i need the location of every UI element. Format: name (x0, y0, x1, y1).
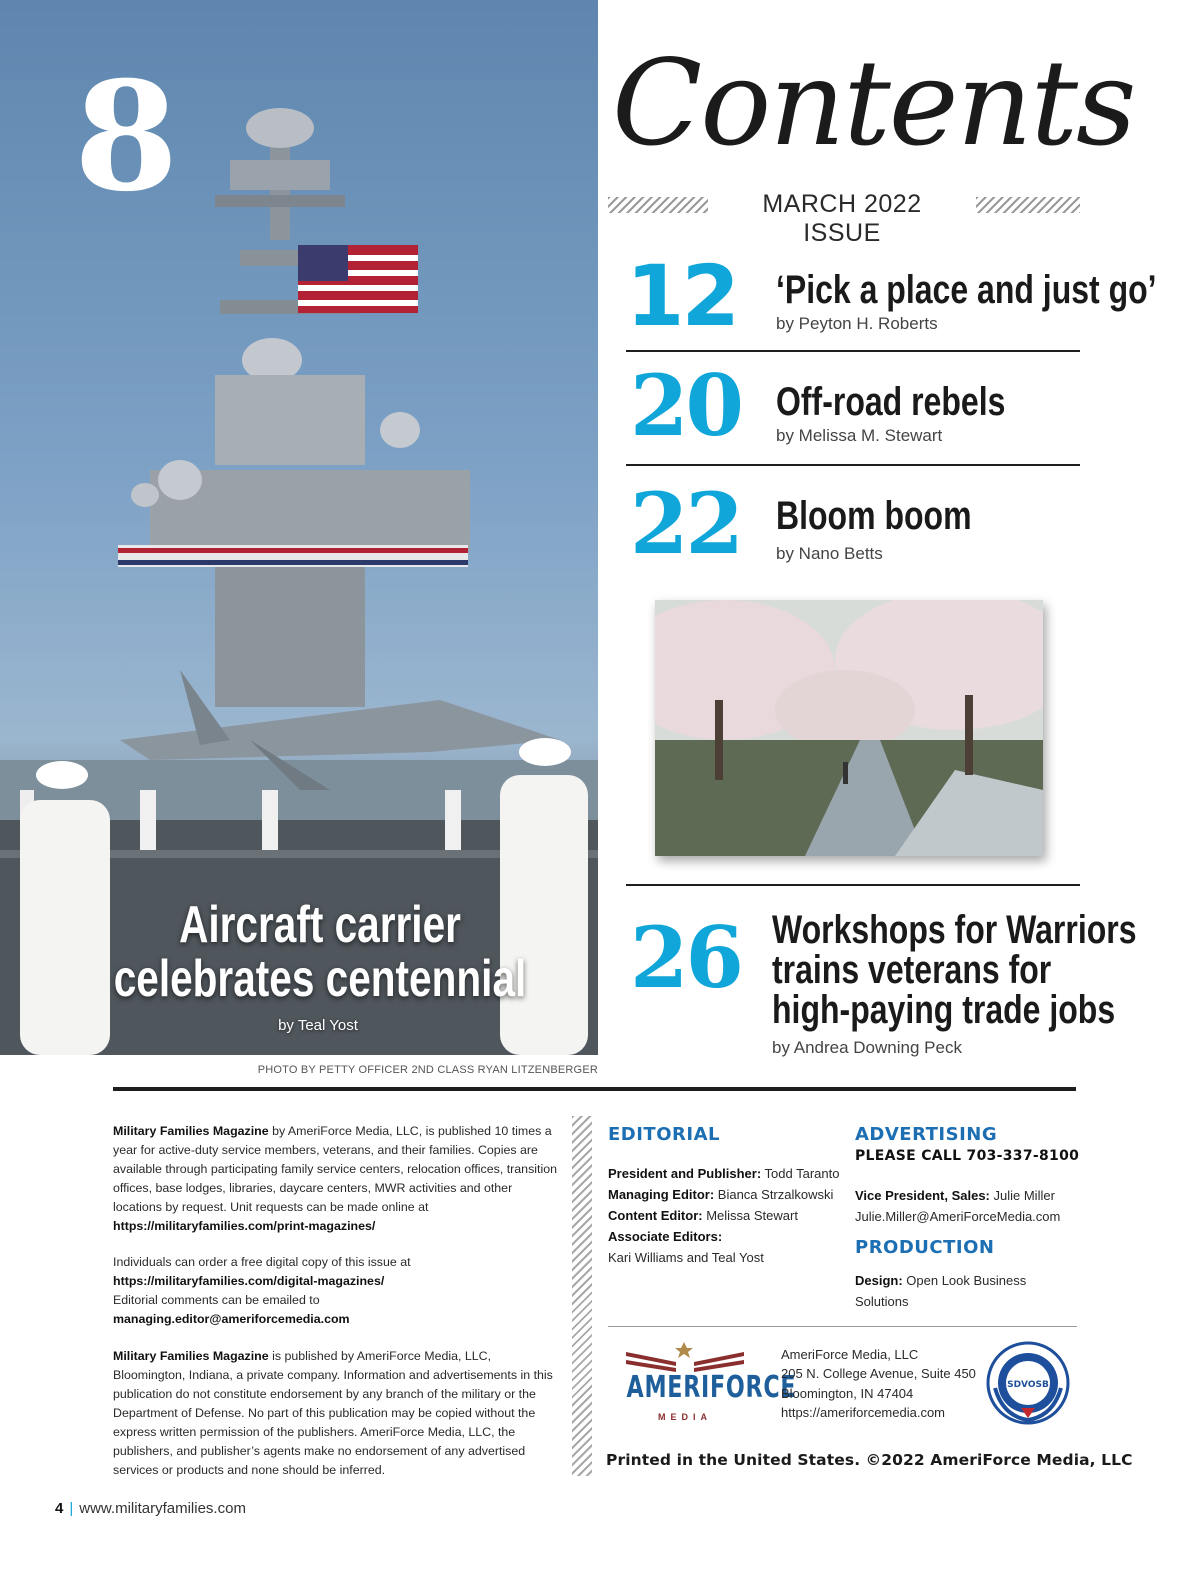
toc-author: by Andrea Downing Peck (772, 1038, 962, 1057)
digital-magazines-link[interactable]: https://militaryfamilies.com/digital-magazines/ (113, 1274, 385, 1289)
company-address (781, 1345, 976, 1423)
logo-wordmark: AMERIFORCE (626, 1370, 797, 1405)
footer-separator: | (69, 1500, 74, 1517)
staff-name: Todd Taranto (761, 1166, 840, 1181)
toc-title[interactable]: Bloom boom (776, 494, 972, 538)
staff-row (855, 1270, 1026, 1291)
cover-story-title-line: Aircraft carrier (179, 896, 461, 954)
staff-row: Solutions (855, 1294, 909, 1309)
masthead-text-span: Editorial comments can be emailed to (113, 1293, 320, 1308)
staff-role: Managing Editor: (608, 1187, 715, 1202)
ameriforce-logo[interactable] (606, 1340, 797, 1428)
staff-name: Julie Miller (989, 1188, 1055, 1203)
logo-subtitle: MEDIA (658, 1412, 712, 1422)
divider (608, 1326, 1077, 1327)
staff-row (608, 1205, 839, 1226)
company-name: AmeriForce Media, LLC (781, 1347, 919, 1362)
logo-stripes-icon (606, 1340, 764, 1374)
staff-name: Open Look Business (902, 1273, 1027, 1288)
divider (626, 464, 1080, 466)
production-heading: PRODUCTION (855, 1237, 995, 1258)
divider (626, 884, 1080, 886)
staff-row (608, 1226, 839, 1247)
masthead-text (113, 1122, 559, 1497)
advertising-heading: ADVERTISING (855, 1124, 998, 1145)
section-divider (113, 1087, 1076, 1091)
issue-row (608, 190, 1080, 247)
staff-role: Design: (855, 1273, 903, 1288)
cover-story-byline: by Teal Yost (278, 1017, 358, 1034)
staff-row (855, 1185, 1060, 1206)
hatch-decoration (572, 1116, 592, 1476)
masthead-text-span: by AmeriForce Media, LLC, is published 10 times a year for active-duty service members, veterans, and their families. Copies are available through participating family service centers, relocation offices, transition offices, base lodges, libraries, daycare centers, MWR activities and other locations by request. Unit requests can be made online at (113, 1124, 557, 1214)
seal-graphic (983, 1338, 1073, 1428)
seal-text: SDVOSB (1007, 1380, 1049, 1390)
editorial-heading: EDITORIAL (608, 1124, 720, 1145)
photo-credit: PHOTO BY PETTY OFFICER 2ND CLASS RYAN LITZENBERGER (257, 1064, 598, 1076)
cover-story-photo (0, 0, 598, 1055)
page-number: 4 (55, 1500, 64, 1517)
cover-story-title[interactable] (86, 898, 554, 1006)
editorial-staff (608, 1163, 839, 1268)
sdvosb-seal-icon (983, 1338, 1073, 1428)
editor-email-link[interactable]: managing.editor@ameriforcemedia.com (113, 1312, 350, 1327)
divider (626, 350, 1080, 352)
site-link[interactable]: www.militaryfamilies.com (79, 1500, 246, 1517)
hatch-decoration (608, 197, 708, 213)
cover-story-page-number[interactable]: 8 (74, 49, 175, 225)
page-footer (55, 1500, 246, 1517)
masthead-paragraph (113, 1347, 559, 1479)
hatch-decoration (976, 197, 1080, 213)
print-magazines-link[interactable]: https://militaryfamilies.com/print-magazines/ (113, 1218, 376, 1233)
cover-story-title-line: celebrates centennial (113, 950, 527, 1008)
staff-row (608, 1184, 839, 1205)
advertising-phone[interactable]: PLEASE CALL 703-337-8100 (855, 1148, 1080, 1164)
masthead-paragraph (113, 1122, 559, 1235)
toc-title-line: trains veterans for (772, 948, 1052, 992)
brand-name: Military Families Magazine (113, 1124, 269, 1138)
toc-author: by Peyton H. Roberts (776, 314, 938, 333)
company-address-line: Bloomington, IN 47404 (781, 1385, 914, 1401)
staff-role: Content Editor: (608, 1208, 703, 1223)
toc-page-number: 12 (626, 247, 737, 345)
cherry-blossom-illustration (655, 600, 1043, 856)
staff-row: Kari Williams and Teal Yost (608, 1250, 764, 1265)
staff-name: Bianca Strzalkowski (714, 1187, 834, 1202)
company-url-link[interactable]: https://ameriforcemedia.com (781, 1405, 946, 1421)
advertising-email[interactable]: Julie.Miller@AmeriForceMedia.com (855, 1209, 1061, 1224)
brand-name: Military Families Magazine (113, 1349, 269, 1364)
toc-entry[interactable] (626, 356, 1080, 462)
issue-label: MARCH 2022 ISSUE (762, 190, 922, 247)
toc-page-number: 22 (630, 474, 741, 573)
contents-heading: Contents (612, 34, 1135, 172)
masthead-text-span: is published by AmeriForce Media, LLC, Bloomington, Indiana, a private company. Information and advertisements in this publication do not constitute endorsement by any branch of the military or the Department of Defense. No part of this publication may be copied without the express written permission of the publishers. AmeriForce Media, LLC, the publishers, and publisher’s agents make no endorsement of any advertised services or products and none should be inferred. (113, 1349, 553, 1477)
toc-entry[interactable] (626, 474, 1080, 580)
toc-title[interactable]: ‘Pick a place and just go’ (776, 268, 1157, 312)
staff-role: President and Publisher: (608, 1166, 762, 1181)
cherry-blossom-photo (655, 600, 1043, 856)
masthead-text-span: Individuals can order a free digital copy of this issue at (113, 1255, 411, 1270)
production-staff (855, 1270, 1026, 1312)
toc-author: by Nano Betts (776, 544, 883, 563)
toc-title[interactable] (772, 910, 1137, 1030)
staff-role: Associate Editors: (608, 1229, 723, 1244)
company-address-line: 205 N. College Avenue, Suite 450 (781, 1366, 976, 1382)
staff-role: Vice President, Sales: (855, 1188, 990, 1203)
staff-name: Melissa Stewart (702, 1208, 798, 1223)
toc-title-line: high-paying trade jobs (772, 988, 1116, 1032)
toc-title-line: Workshops for Warriors (772, 908, 1137, 952)
masthead-paragraph (113, 1253, 559, 1329)
toc-entry[interactable] (626, 906, 1137, 1066)
printed-notice: Printed in the United States. ©2022 AmeriForce Media, LLC (606, 1451, 1133, 1469)
toc-page-number: 20 (630, 356, 741, 455)
toc-entry[interactable] (626, 247, 1157, 350)
toc-page-number: 26 (630, 908, 741, 1007)
advertising-staff (855, 1185, 1060, 1227)
toc-author: by Melissa M. Stewart (776, 426, 943, 445)
staff-row (608, 1163, 839, 1184)
toc-title[interactable]: Off-road rebels (776, 380, 1006, 424)
